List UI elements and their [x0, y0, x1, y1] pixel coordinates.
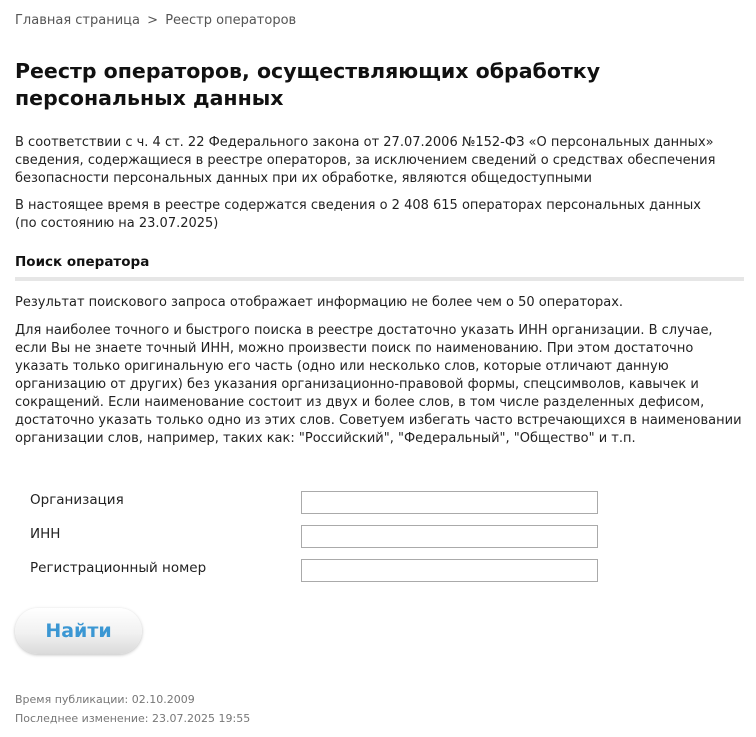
organization-input[interactable] [301, 491, 598, 514]
search-button[interactable]: Найти [15, 608, 142, 654]
reg-number-label: Регистрационный номер [30, 560, 207, 576]
inn-label: ИНН [30, 526, 61, 542]
registry-count-date: (по состоянию на 23.07.2025) [15, 216, 219, 231]
search-limit-note: Результат поискового запроса отображает информацию не более чем о 50 операторах. [15, 295, 624, 310]
modified-date: Последнее изменение: 23.07.2025 19:55 [15, 712, 251, 725]
registry-count-text: В настоящее время в реестре содержатся сведения о 2 408 615 операторах персональных данных [15, 198, 701, 213]
search-section-title: Поиск оператора [15, 254, 150, 270]
registry-count [15, 197, 743, 233]
intro-text: В соответствии с ч. 4 ст. 22 Федерального закона от 27.07.2006 №152-ФЗ «О персональных данных» сведения, содержащиеся в реестре операторов, за исключением сведений о средствах обеспечения безопасности персональных данных при их обработке, являются общедоступными [15, 135, 716, 186]
published-date: Время публикации: 02.10.2009 [15, 693, 195, 706]
search-hint: Для наиболее точного и быстрого поиска в реестре достаточно указать ИНН организации. В случае, если Вы не знаете точный ИНН, можно произвести поиск по наименованию. При этом достаточно указать только оригинальную его часть (одно или несколько слов, которые отличают данную организацию от других) без указания организационно-правовой формы, спецсимволов, кавычек и сокращений. Если наименование состоит из двух и более слов, в том числе разделенных дефисом, достаточно указать только одно из этих слов. Советуем избегать часто встречающихся в наименовании организации слов, например, таких как: "Российский", "Федеральный", "Общество" и т.п. [15, 323, 742, 446]
section-divider [15, 277, 744, 281]
reg-number-input[interactable] [301, 559, 598, 582]
breadcrumb-current-link[interactable]: Реестр операторов [165, 13, 297, 28]
page-title: Реестр операторов, осуществляющих обработку персональных данных [15, 59, 601, 110]
organization-label: Организация [30, 492, 124, 508]
breadcrumb-home-link[interactable]: Главная страница [15, 13, 140, 28]
inn-input[interactable] [301, 525, 598, 548]
breadcrumb-separator: > [147, 13, 159, 28]
breadcrumb [15, 13, 296, 28]
